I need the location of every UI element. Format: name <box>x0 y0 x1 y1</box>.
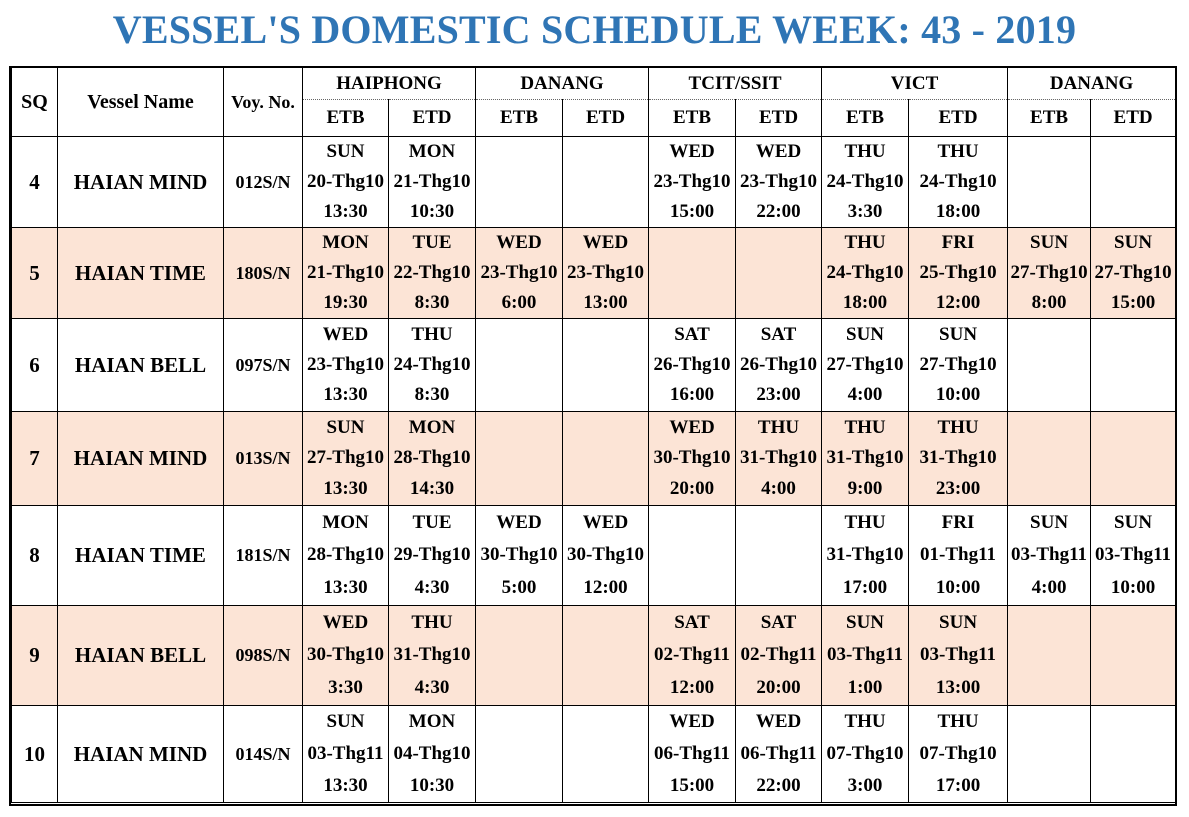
schedule-time: 13:30 <box>323 384 368 406</box>
schedule-date: 07-Thg10 <box>826 742 904 764</box>
schedule-date: 25-Thg10 <box>919 261 997 283</box>
schedule-day: THU <box>411 323 453 345</box>
schedule-cell <box>909 412 1008 506</box>
schedule-day: MON <box>322 511 369 533</box>
schedule-cell <box>1091 606 1176 706</box>
header-etd: ETD <box>1091 100 1176 137</box>
sq-cell: 9 <box>12 606 58 706</box>
schedule-date: 23-Thg10 <box>480 261 558 283</box>
schedule-date: 31-Thg10 <box>393 644 471 666</box>
schedule-time: 4:30 <box>414 577 450 599</box>
table-row <box>12 606 1176 706</box>
schedule-cell <box>1091 412 1176 506</box>
vessel-name-cell: HAIAN BELL <box>58 319 224 412</box>
schedule-cell <box>1008 228 1091 319</box>
schedule-date: 31-Thg10 <box>826 447 904 469</box>
schedule-date: 02-Thg11 <box>654 644 731 666</box>
schedule-cell <box>389 228 476 319</box>
sq-cell: 8 <box>12 506 58 606</box>
schedule-time: 20:00 <box>669 478 715 500</box>
schedule-date: 26-Thg10 <box>653 353 731 375</box>
schedule-cell <box>389 706 476 803</box>
schedule-time: 15:00 <box>669 774 715 796</box>
schedule-day: MON <box>322 232 369 254</box>
header-sq: SQ <box>12 68 58 137</box>
schedule-day: SUN <box>846 323 885 345</box>
sq-cell: 4 <box>12 137 58 228</box>
header-etd: ETD <box>389 100 476 137</box>
schedule-cell <box>736 706 822 803</box>
schedule-day: SAT <box>674 611 710 633</box>
schedule-cell <box>303 506 389 606</box>
header-etb: ETB <box>303 100 389 137</box>
schedule-cell <box>649 412 736 506</box>
schedule-date: 07-Thg10 <box>919 742 997 764</box>
table-row <box>12 706 1176 803</box>
schedule-cell <box>1008 412 1091 506</box>
schedule-cell <box>736 137 822 228</box>
schedule-cell <box>303 412 389 506</box>
schedule-time: 22:00 <box>756 774 801 796</box>
header-etd: ETD <box>563 100 649 137</box>
schedule-time: 5:00 <box>501 577 537 599</box>
vessel-name-cell: HAIAN TIME <box>58 506 224 606</box>
schedule-cell <box>476 319 563 412</box>
schedule-day: MON <box>408 416 456 438</box>
schedule-time: 18:00 <box>935 200 981 222</box>
schedule-cell <box>476 228 563 319</box>
schedule-day: THU <box>757 416 800 438</box>
schedule-date: 31-Thg10 <box>739 447 818 469</box>
vessel-name-cell: HAIAN BELL <box>58 606 224 706</box>
schedule-cell <box>822 606 909 706</box>
schedule-day: THU <box>411 611 453 633</box>
schedule-day: THU <box>844 232 886 254</box>
schedule-cell <box>822 137 909 228</box>
schedule-time: 3:30 <box>847 200 883 222</box>
schedule-day: SUN <box>326 141 365 163</box>
schedule-cell <box>649 228 736 319</box>
schedule-day: THU <box>844 141 886 163</box>
header-etb: ETB <box>476 100 563 137</box>
schedule-date: 01-Thg11 <box>920 544 997 566</box>
schedule-time: 8:00 <box>1031 291 1067 313</box>
schedule-cell <box>736 228 822 319</box>
schedule-cell <box>736 412 822 506</box>
schedule-time: 3:30 <box>328 677 363 699</box>
schedule-time: 9:00 <box>847 478 883 500</box>
schedule-cell <box>476 706 563 803</box>
schedule-day: WED <box>669 711 715 733</box>
schedule-cell <box>389 506 476 606</box>
schedule-time: 3:00 <box>847 774 883 796</box>
schedule-cell <box>303 706 389 803</box>
schedule-time: 19:30 <box>323 291 368 313</box>
header-etb: ETB <box>1008 100 1091 137</box>
schedule-time: 4:00 <box>761 478 796 500</box>
table-row <box>12 319 1176 412</box>
schedule-time: 4:00 <box>847 384 883 406</box>
schedule-day: WED <box>669 416 715 438</box>
schedule-cell <box>1008 319 1091 412</box>
schedule-day: SUN <box>1030 511 1069 533</box>
schedule-date: 23-Thg10 <box>566 261 645 283</box>
schedule-cell <box>822 228 909 319</box>
schedule-day: TUE <box>412 511 452 533</box>
header-port-tcit-ssit: TCIT/SSIT <box>649 68 822 100</box>
schedule-day: WED <box>669 141 715 163</box>
schedule-cell <box>303 319 389 412</box>
schedule-cell <box>909 319 1008 412</box>
vessel-name-cell: HAIAN MIND <box>58 706 224 803</box>
schedule-date: 28-Thg10 <box>306 544 385 566</box>
schedule-day: SUN <box>326 711 365 733</box>
schedule-cell <box>1008 706 1091 803</box>
schedule-time: 22:00 <box>756 200 801 222</box>
schedule-day: SUN <box>939 611 978 633</box>
header-etb: ETB <box>649 100 736 137</box>
schedule-day: SUN <box>1114 511 1153 533</box>
schedule-day: SUN <box>939 323 978 345</box>
schedule-time: 1:00 <box>847 677 883 699</box>
schedule-cell <box>1091 137 1176 228</box>
schedule-cell <box>476 137 563 228</box>
schedule-time: 18:00 <box>842 291 888 313</box>
vessel-name-cell: HAIAN TIME <box>58 228 224 319</box>
schedule-cell <box>1091 706 1176 803</box>
schedule-time: 10:30 <box>409 774 455 796</box>
schedule-date: 03-Thg11 <box>307 742 384 764</box>
header-etd: ETD <box>909 100 1008 137</box>
schedule-cell <box>822 506 909 606</box>
schedule-date: 06-Thg11 <box>654 742 731 764</box>
schedule-cell <box>303 606 389 706</box>
schedule-cell <box>389 412 476 506</box>
schedule-cell <box>909 606 1008 706</box>
schedule-cell <box>1091 319 1176 412</box>
schedule-date: 30-Thg10 <box>653 447 731 469</box>
schedule-date: 31-Thg10 <box>919 447 997 469</box>
schedule-time: 13:30 <box>323 478 368 500</box>
schedule-cell <box>563 606 649 706</box>
schedule-day: FRI <box>941 232 975 254</box>
schedule-cell <box>563 706 649 803</box>
schedule-cell <box>389 137 476 228</box>
header-vessel-name: Vessel Name <box>58 68 224 137</box>
schedule-date: 24-Thg10 <box>826 261 904 283</box>
schedule-date: 03-Thg11 <box>827 644 904 666</box>
schedule-time: 4:30 <box>414 677 450 699</box>
schedule-date: 22-Thg10 <box>393 261 471 283</box>
header-port-vict: VICT <box>822 68 1008 100</box>
schedule-date: 02-Thg11 <box>740 644 817 666</box>
schedule-day: FRI <box>941 511 975 533</box>
table-row <box>12 412 1176 506</box>
schedule-time: 12:00 <box>583 577 628 599</box>
schedule-date: 26-Thg10 <box>739 353 818 375</box>
schedule-table <box>11 68 1176 803</box>
schedule-cell <box>1008 137 1091 228</box>
schedule-day: SUN <box>326 416 365 438</box>
voyage-cell: 098S/N <box>224 606 303 706</box>
schedule-cell <box>389 606 476 706</box>
schedule-cell <box>649 506 736 606</box>
schedule-cell <box>303 228 389 319</box>
schedule-day: WED <box>496 232 542 254</box>
schedule-day: MON <box>408 711 456 733</box>
schedule-day: SAT <box>760 611 797 633</box>
schedule-cell <box>563 137 649 228</box>
schedule-cell <box>1091 228 1176 319</box>
schedule-cell <box>822 412 909 506</box>
schedule-cell <box>1008 506 1091 606</box>
schedule-cell <box>909 706 1008 803</box>
schedule-day: WED <box>582 232 629 254</box>
schedule-date: 23-Thg10 <box>739 170 818 192</box>
schedule-day: WED <box>322 611 369 633</box>
schedule-time: 16:00 <box>669 384 715 406</box>
schedule-time: 13:30 <box>323 577 368 599</box>
schedule-time: 6:00 <box>501 291 537 313</box>
sq-cell: 7 <box>12 412 58 506</box>
schedule-date: 03-Thg11 <box>1011 544 1088 566</box>
schedule-time: 15:00 <box>1110 291 1156 313</box>
schedule-cell <box>563 412 649 506</box>
schedule-cell <box>476 506 563 606</box>
schedule-cell <box>736 606 822 706</box>
schedule-time: 14:30 <box>409 478 455 500</box>
schedule-cell <box>909 137 1008 228</box>
schedule-time: 8:30 <box>414 291 450 313</box>
schedule-date: 04-Thg10 <box>393 742 471 764</box>
schedule-cell <box>1008 606 1091 706</box>
schedule-date: 24-Thg10 <box>919 170 997 192</box>
vessel-name-cell: HAIAN MIND <box>58 412 224 506</box>
schedule-date: 24-Thg10 <box>393 353 471 375</box>
schedule-time: 23:00 <box>756 384 801 406</box>
schedule-date: 20-Thg10 <box>306 170 385 192</box>
voyage-cell: 180S/N <box>224 228 303 319</box>
schedule-time: 23:00 <box>935 478 981 500</box>
schedule-day: TUE <box>412 232 452 254</box>
schedule-date: 27-Thg10 <box>306 447 385 469</box>
schedule-date: 03-Thg11 <box>1095 544 1172 566</box>
schedule-day: SUN <box>846 611 885 633</box>
schedule-time: 13:30 <box>323 774 368 796</box>
schedule-date: 21-Thg10 <box>306 261 385 283</box>
header-port-danang-2: DANANG <box>1008 68 1176 100</box>
schedule-cell <box>736 319 822 412</box>
header-etd: ETD <box>736 100 822 137</box>
schedule-date: 24-Thg10 <box>826 170 904 192</box>
schedule-date: 27-Thg10 <box>1094 261 1172 283</box>
page-title: VESSEL'S DOMESTIC SCHEDULE WEEK: 43 - 2019 <box>112 7 1077 52</box>
schedule-day: MON <box>408 141 456 163</box>
schedule-time: 8:30 <box>414 384 450 406</box>
table-row <box>12 137 1176 228</box>
schedule-day: SUN <box>1030 232 1069 254</box>
schedule-cell <box>649 606 736 706</box>
schedule-day: WED <box>755 141 802 163</box>
schedule-day: THU <box>937 711 979 733</box>
schedule-time: 10:00 <box>1110 577 1156 599</box>
schedule-time: 20:00 <box>756 677 801 699</box>
schedule-time: 17:00 <box>935 774 981 796</box>
schedule-day: THU <box>844 511 886 533</box>
schedule-cell <box>822 319 909 412</box>
sq-cell: 10 <box>12 706 58 803</box>
vessel-name-cell: HAIAN MIND <box>58 137 224 228</box>
schedule-cell <box>563 228 649 319</box>
schedule-time: 13:00 <box>935 677 981 699</box>
schedule-time: 12:00 <box>669 677 715 699</box>
schedule-day: THU <box>844 416 886 438</box>
schedule-date: 06-Thg11 <box>740 742 817 764</box>
sq-cell: 6 <box>12 319 58 412</box>
schedule-time: 17:00 <box>842 577 888 599</box>
voyage-cell: 013S/N <box>224 412 303 506</box>
header-etb: ETB <box>822 100 909 137</box>
schedule-date: 23-Thg10 <box>306 353 385 375</box>
schedule-cell <box>909 506 1008 606</box>
schedule-cell <box>303 137 389 228</box>
schedule-date: 03-Thg11 <box>920 644 997 666</box>
schedule-cell <box>563 506 649 606</box>
schedule-date: 28-Thg10 <box>393 447 471 469</box>
header-port-danang: DANANG <box>476 68 649 100</box>
schedule-cell <box>909 228 1008 319</box>
header-port-haiphong: HAIPHONG <box>303 68 476 100</box>
schedule-cell <box>389 319 476 412</box>
schedule-date: 30-Thg10 <box>480 544 558 566</box>
schedule-time: 10:00 <box>935 384 981 406</box>
schedule-day: WED <box>496 511 542 533</box>
schedule-cell <box>649 137 736 228</box>
schedule-date: 31-Thg10 <box>826 544 904 566</box>
header-voy-no: Voy. No. <box>224 68 303 137</box>
voyage-cell: 014S/N <box>224 706 303 803</box>
schedule-date: 29-Thg10 <box>393 544 471 566</box>
voyage-cell: 097S/N <box>224 319 303 412</box>
voyage-cell: 181S/N <box>224 506 303 606</box>
schedule-cell <box>563 319 649 412</box>
schedule-date: 27-Thg10 <box>1010 261 1088 283</box>
schedule-time: 10:00 <box>935 577 981 599</box>
sq-cell: 5 <box>12 228 58 319</box>
schedule-day: SAT <box>760 323 797 345</box>
schedule-cell <box>476 412 563 506</box>
schedule-cell <box>476 606 563 706</box>
schedule-date: 30-Thg10 <box>306 644 385 666</box>
schedule-date: 30-Thg10 <box>566 544 645 566</box>
schedule-cell <box>822 706 909 803</box>
schedule-date: 21-Thg10 <box>393 170 471 192</box>
schedule-date: 23-Thg10 <box>653 170 731 192</box>
schedule-date: 27-Thg10 <box>826 353 904 375</box>
schedule-time: 13:00 <box>583 291 628 313</box>
schedule-day: WED <box>322 323 369 345</box>
schedule-time: 12:00 <box>935 291 981 313</box>
schedule-time: 4:00 <box>1031 577 1067 599</box>
schedule-day: THU <box>937 141 979 163</box>
schedule-time: 10:30 <box>409 200 455 222</box>
schedule-cell <box>649 319 736 412</box>
schedule-day: WED <box>755 711 802 733</box>
schedule-day: SAT <box>674 323 710 345</box>
schedule-day: THU <box>937 416 979 438</box>
schedule-cell <box>736 506 822 606</box>
schedule-day: THU <box>844 711 886 733</box>
schedule-day: WED <box>582 511 629 533</box>
table-row <box>12 506 1176 606</box>
schedule-date: 27-Thg10 <box>919 353 997 375</box>
schedule-day: SUN <box>1114 232 1153 254</box>
table-row <box>12 228 1176 319</box>
schedule-time: 13:30 <box>323 200 368 222</box>
schedule-cell <box>649 706 736 803</box>
schedule-cell <box>1091 506 1176 606</box>
voyage-cell: 012S/N <box>224 137 303 228</box>
schedule-time: 15:00 <box>669 200 715 222</box>
